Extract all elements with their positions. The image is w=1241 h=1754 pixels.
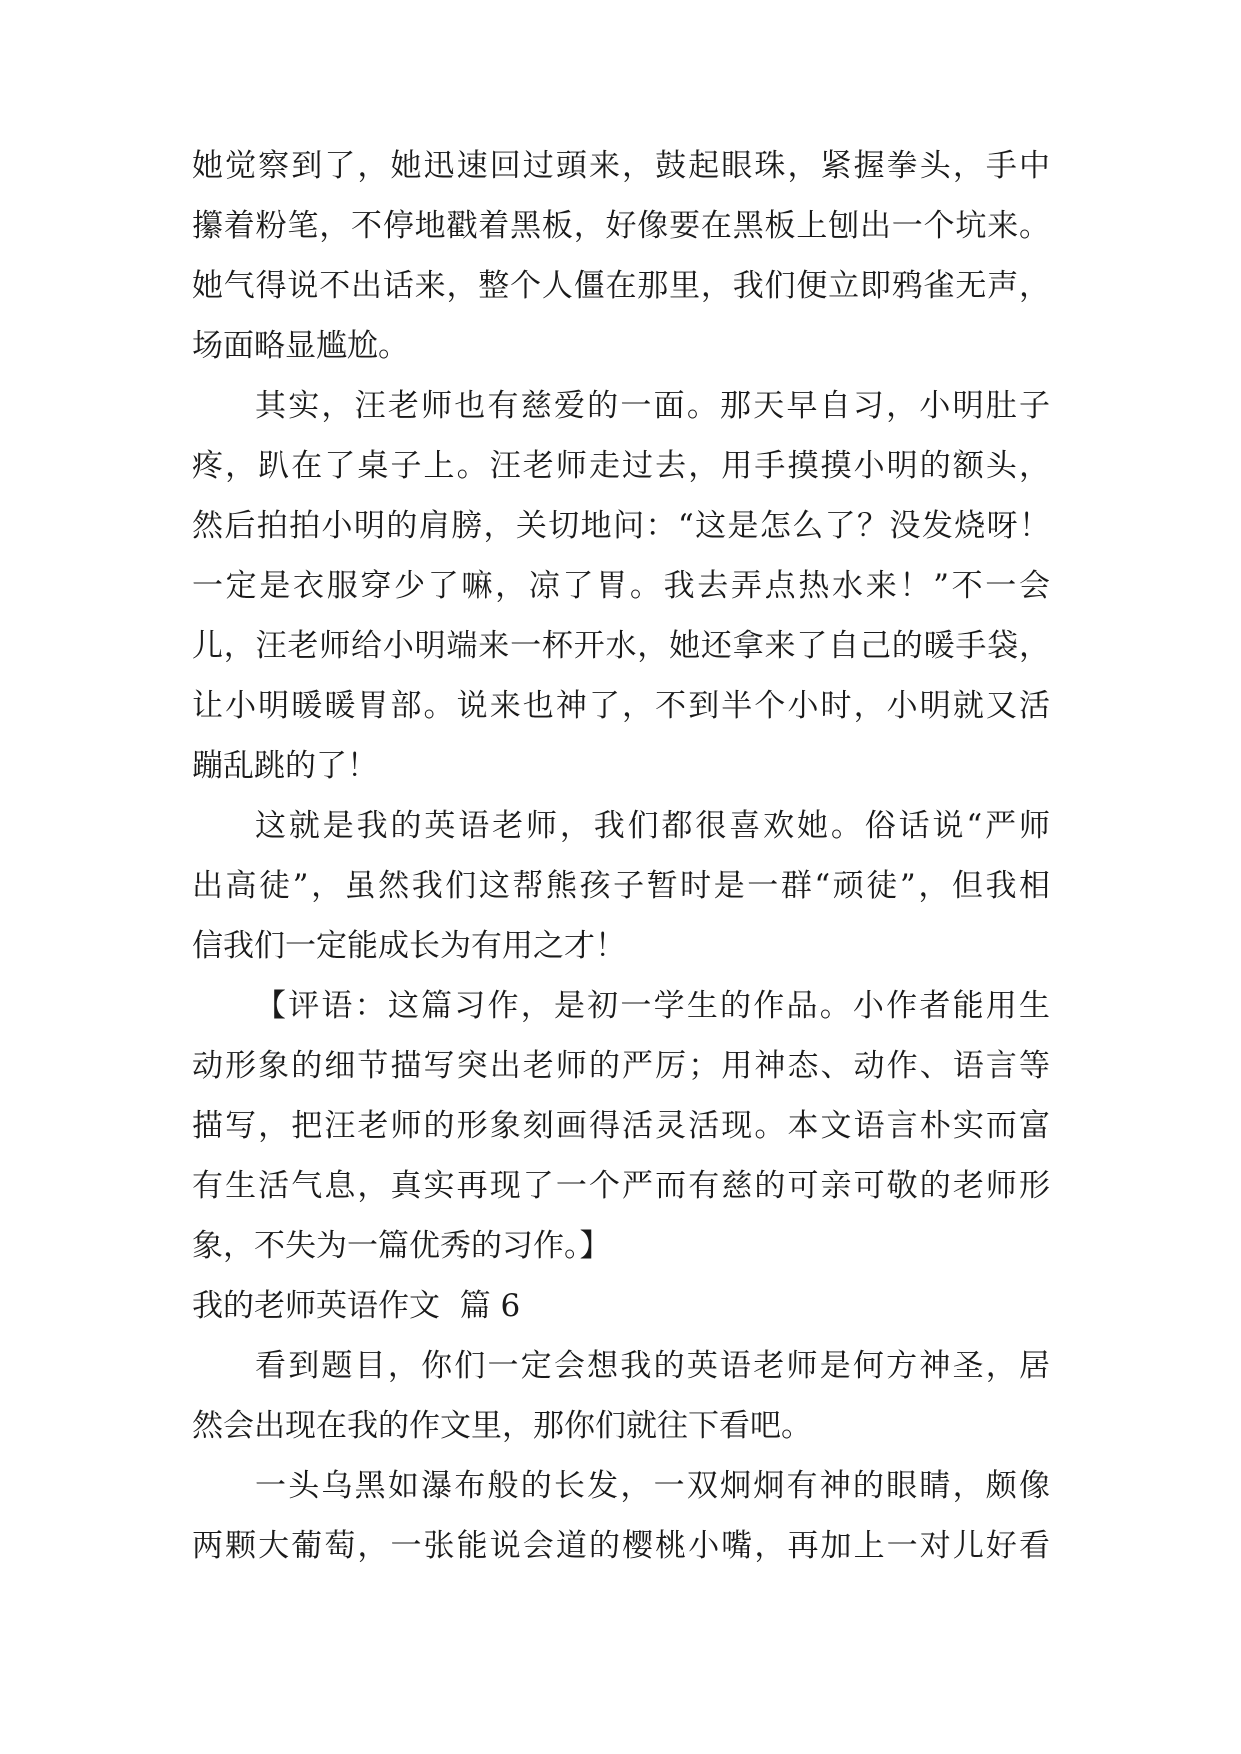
text-line: 描写，把汪老师的形象刻画得活灵活现。本文语言朴实而富 xyxy=(192,1108,1050,1144)
paragraph-first-line: 【评语：这篇习作，是初一学生的作品。小作者能用生 xyxy=(255,988,1050,1024)
text-line: 让小明暖暖胃部。说来也神了，不到半个小时，小明就又活 xyxy=(192,688,1050,724)
text-line: 场面略显尴尬。 xyxy=(192,328,409,364)
text-line: 两颗大葡萄，一张能说会道的樱桃小嘴，再加上一对儿好看 xyxy=(192,1528,1050,1564)
section-heading: 我的老师英语作文 篇 6 xyxy=(192,1288,521,1324)
paragraph-first-line: 看到题目，你们一定会想我的英语老师是何方神圣，居 xyxy=(255,1348,1050,1384)
text-line: 一定是衣服穿少了嘛，凉了胃。我去弄点热水来！”不一会 xyxy=(192,568,1050,604)
text-line: 然后拍拍小明的肩膀，关切地问：“这是怎么了？没发烧呀！ xyxy=(192,508,1050,544)
text-line: 儿，汪老师给小明端来一杯开水，她还拿来了自己的暖手袋， xyxy=(192,628,1050,664)
text-line: 信我们一定能成长为有用之才！ xyxy=(192,928,626,964)
paragraph-first-line: 这就是我的英语老师，我们都很喜欢她。俗话说“严师 xyxy=(255,808,1050,844)
text-line: 象，不失为一篇优秀的习作。】 xyxy=(192,1228,611,1264)
text-line: 她气得说不出话来，整个人僵在那里，我们便立即鸦雀无声， xyxy=(192,268,1050,304)
text-line: 她觉察到了，她迅速回过頭来，鼓起眼珠，紧握拳头，手中 xyxy=(192,148,1050,184)
text-line: 疼，趴在了桌子上。汪老师走过去，用手摸摸小明的额头， xyxy=(192,448,1050,484)
text-line: 动形象的细节描写突出老师的严厉；用神态、动作、语言等 xyxy=(192,1048,1050,1084)
text-line: 出高徒”，虽然我们这帮熊孩子暂时是一群“顽徒”，但我相 xyxy=(192,868,1050,904)
paragraph-first-line: 一头乌黑如瀑布般的长发，一双炯炯有神的眼睛，颇像 xyxy=(255,1468,1050,1504)
text-line: 攥着粉笔，不停地戳着黑板，好像要在黑板上刨出一个坑来。 xyxy=(192,208,1050,244)
paragraph-first-line: 其实，汪老师也有慈爱的一面。那天早自习，小明肚子 xyxy=(255,388,1050,424)
text-line: 蹦乱跳的了！ xyxy=(192,748,378,784)
text-line: 有生活气息，真实再现了一个严而有慈的可亲可敬的老师形 xyxy=(192,1168,1050,1204)
text-line: 然会出现在我的作文里，那你们就往下看吧。 xyxy=(192,1408,812,1444)
